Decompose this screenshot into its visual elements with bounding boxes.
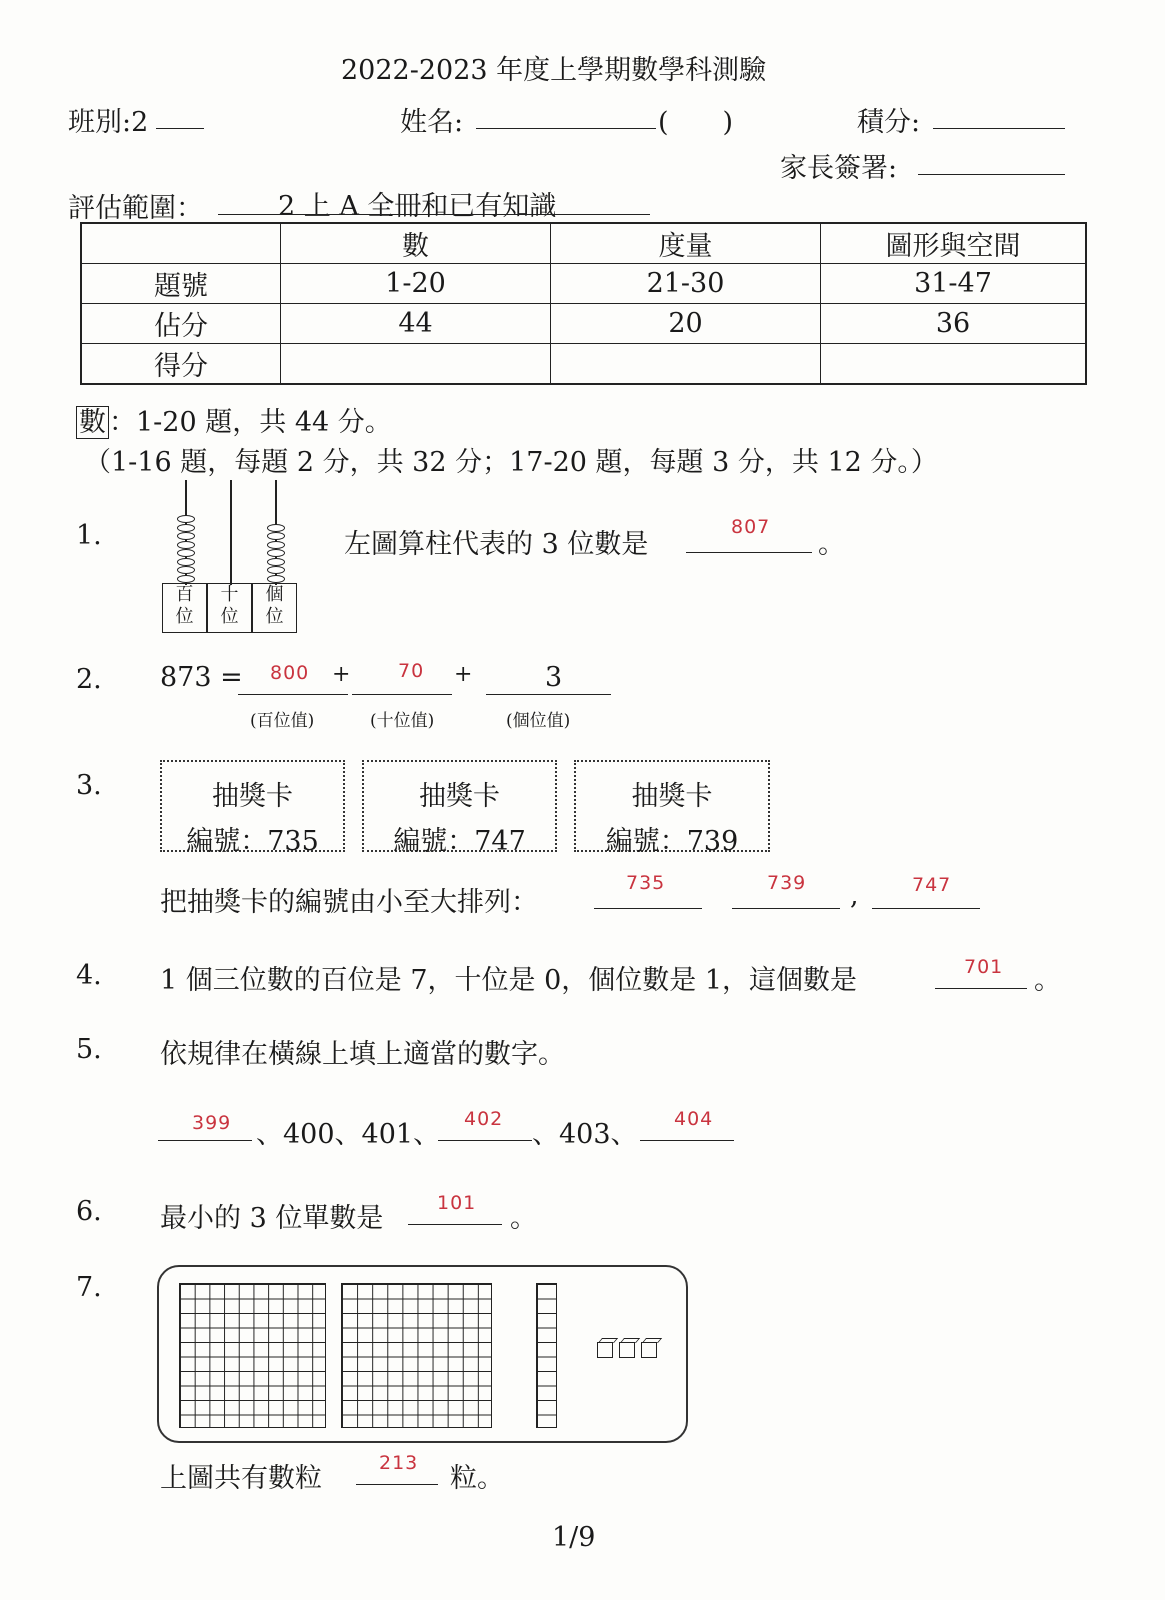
unit-cube — [597, 1342, 613, 1358]
table-cell: 圖形與空間 — [821, 223, 1087, 264]
handwritten-answer: 399 — [192, 1112, 232, 1134]
place-label: 位 — [265, 606, 284, 627]
given-sequence: 、400、401、 — [256, 1119, 441, 1150]
place-value-hundreds — [162, 583, 207, 633]
given-value: 3 — [545, 662, 563, 693]
table-cell: 44 — [281, 304, 551, 344]
abacus-bead — [177, 566, 195, 574]
section-tag: 數 — [76, 406, 109, 439]
handwritten-answer: 735 — [626, 872, 666, 894]
abacus-bead — [177, 515, 195, 523]
name-label: 姓名: — [400, 107, 464, 138]
table-cell: 21-30 — [551, 264, 821, 304]
answer-blank[interactable] — [238, 694, 348, 695]
handwritten-answer: 404 — [674, 1108, 714, 1130]
abacus-bead — [267, 558, 285, 566]
section-heading — [76, 400, 392, 439]
abacus-bead — [177, 532, 195, 540]
table-cell: 36 — [821, 304, 1087, 344]
score-cell[interactable] — [281, 344, 551, 385]
handwritten-answer: 213 — [379, 1452, 419, 1474]
abacus-bead — [267, 532, 285, 540]
question-number: 2. — [76, 664, 102, 695]
abacus-bead — [267, 575, 285, 583]
abacus-bead — [177, 558, 195, 566]
question-end: 。 — [818, 529, 845, 560]
class-number-paren: ( ) — [658, 107, 734, 138]
handwritten-answer: 402 — [464, 1108, 504, 1130]
hundred-flat-block — [341, 1283, 492, 1428]
card-title: 抽獎卡 — [419, 781, 500, 812]
question-end: 粒。 — [450, 1463, 504, 1494]
question-end: 。 — [510, 1203, 537, 1234]
hundred-flat-block — [179, 1283, 326, 1428]
place-value-label: (百位值) — [250, 711, 315, 731]
place-label: 位 — [175, 606, 194, 627]
question-text: 1 個三位數的百位是 7，十位是 0，個位數是 1，這個數是 — [160, 965, 858, 996]
place-value-label: (個位值) — [506, 711, 571, 731]
question-text: 上圖共有數粒 — [160, 1463, 322, 1494]
question-number: 1. — [76, 520, 102, 551]
abacus-bead — [267, 524, 285, 532]
parent-signature-label: 家長簽署: — [780, 153, 898, 184]
abacus-bead — [267, 541, 285, 549]
separator: , — [850, 880, 859, 911]
place-label: 位 — [220, 606, 239, 627]
page-number: 1/9 — [552, 1522, 596, 1553]
abacus-bead — [267, 566, 285, 574]
score-label: 積分: — [857, 107, 921, 138]
handwritten-answer: 807 — [731, 516, 771, 538]
scope-label: 評估範圍： — [68, 193, 203, 224]
unit-cube — [641, 1342, 657, 1358]
table-cell: 20 — [551, 304, 821, 344]
place-label: 十 — [220, 584, 239, 605]
ten-rod-block — [536, 1283, 557, 1428]
handwritten-answer: 747 — [912, 874, 952, 896]
lottery-card — [160, 760, 345, 857]
table-cell: 度量 — [551, 223, 821, 264]
answer-blank[interactable] — [408, 1224, 502, 1225]
place-label: 個 — [265, 584, 284, 605]
question-number: 3. — [76, 770, 102, 801]
abacus-bead — [177, 575, 195, 583]
question-number: 5. — [76, 1034, 102, 1065]
class-label: 班別:2 — [68, 107, 149, 138]
answer-blank[interactable] — [438, 1140, 532, 1141]
scope-value: 2 上 A 全冊和已有知識 — [278, 191, 557, 222]
abacus-bead — [177, 549, 195, 557]
question-end: 。 — [1034, 965, 1061, 996]
card-number: 編號：747 — [393, 826, 526, 857]
answer-blank[interactable] — [935, 988, 1027, 989]
question-text: 最小的 3 位單數是 — [160, 1203, 384, 1234]
section-note: （1-16 題，每題 2 分，共 32 分；17-20 題，每題 3 分，共 12 分。） — [84, 447, 938, 478]
answer-blank[interactable] — [594, 908, 702, 909]
card-title: 抽獎卡 — [631, 781, 713, 812]
base-ten-blocks-figure — [157, 1265, 688, 1443]
answer-blank[interactable] — [686, 552, 812, 553]
handwritten-answer: 701 — [964, 956, 1004, 978]
question-number: 4. — [76, 960, 102, 991]
scope-underline — [218, 214, 650, 215]
unit-cube — [619, 1342, 635, 1358]
table-row — [81, 304, 1086, 344]
score-cell[interactable] — [821, 344, 1087, 385]
table-cell: 1-20 — [281, 264, 551, 304]
score-table — [80, 222, 1087, 385]
parent-signature-field[interactable] — [918, 174, 1065, 175]
score-cell[interactable] — [551, 344, 821, 385]
lottery-card — [574, 760, 770, 857]
answer-blank[interactable] — [352, 694, 452, 695]
abacus-bead — [177, 541, 195, 549]
abacus-figure — [150, 480, 310, 650]
handwritten-answer: 739 — [767, 872, 807, 894]
table-row-label: 得分 — [81, 344, 281, 385]
place-value-ones — [252, 583, 297, 633]
card-number: 編號：739 — [605, 826, 739, 857]
card-number: 編號：735 — [186, 826, 319, 857]
abacus-bead — [267, 549, 285, 557]
table-header-row — [81, 223, 1086, 264]
question-number: 6. — [76, 1196, 102, 1227]
table-row — [81, 344, 1086, 385]
answer-blank[interactable] — [640, 1140, 734, 1141]
equation-lhs: 873 = — [160, 662, 243, 693]
question-text: 依規律在橫線上填上適當的數字。 — [160, 1039, 565, 1070]
handwritten-answer: 101 — [437, 1192, 477, 1214]
abacus-bead — [177, 524, 195, 532]
score-field[interactable] — [933, 128, 1065, 129]
place-value-tens — [207, 583, 252, 633]
question-number: 7. — [76, 1272, 102, 1303]
card-title: 抽獎卡 — [212, 781, 293, 812]
lottery-card — [362, 760, 557, 857]
question-text: 把抽獎卡的編號由小至大排列： — [160, 887, 538, 918]
place-value-label: (十位值) — [370, 711, 435, 731]
table-cell: 31-47 — [821, 264, 1087, 304]
class-field[interactable] — [156, 128, 204, 129]
table-row — [81, 264, 1086, 304]
given-sequence: 、403、 — [532, 1119, 638, 1150]
plus-sign: + — [454, 662, 473, 687]
page-title: 2022-2023 年度上學期數學科測驗 — [341, 55, 767, 86]
answer-blank[interactable] — [732, 908, 840, 909]
handwritten-answer: 800 — [270, 662, 310, 684]
name-field[interactable] — [476, 128, 656, 129]
handwritten-answer: 70 — [398, 660, 425, 682]
answer-blank[interactable] — [356, 1484, 438, 1485]
answer-blank[interactable] — [158, 1140, 252, 1141]
question-text: 左圖算柱代表的 3 位數是 — [344, 529, 649, 560]
section-title: ：1-20 題，共 44 分。 — [109, 407, 392, 438]
plus-sign: + — [332, 662, 351, 687]
table-row-label: 題號 — [81, 264, 281, 304]
answer-blank[interactable] — [486, 694, 611, 695]
answer-blank[interactable] — [872, 908, 980, 909]
table-cell: 數 — [281, 223, 551, 264]
table-cell — [81, 223, 281, 264]
place-label: 百 — [175, 584, 194, 605]
abacus-rod-tens — [230, 480, 232, 585]
table-row-label: 佔分 — [81, 304, 281, 344]
